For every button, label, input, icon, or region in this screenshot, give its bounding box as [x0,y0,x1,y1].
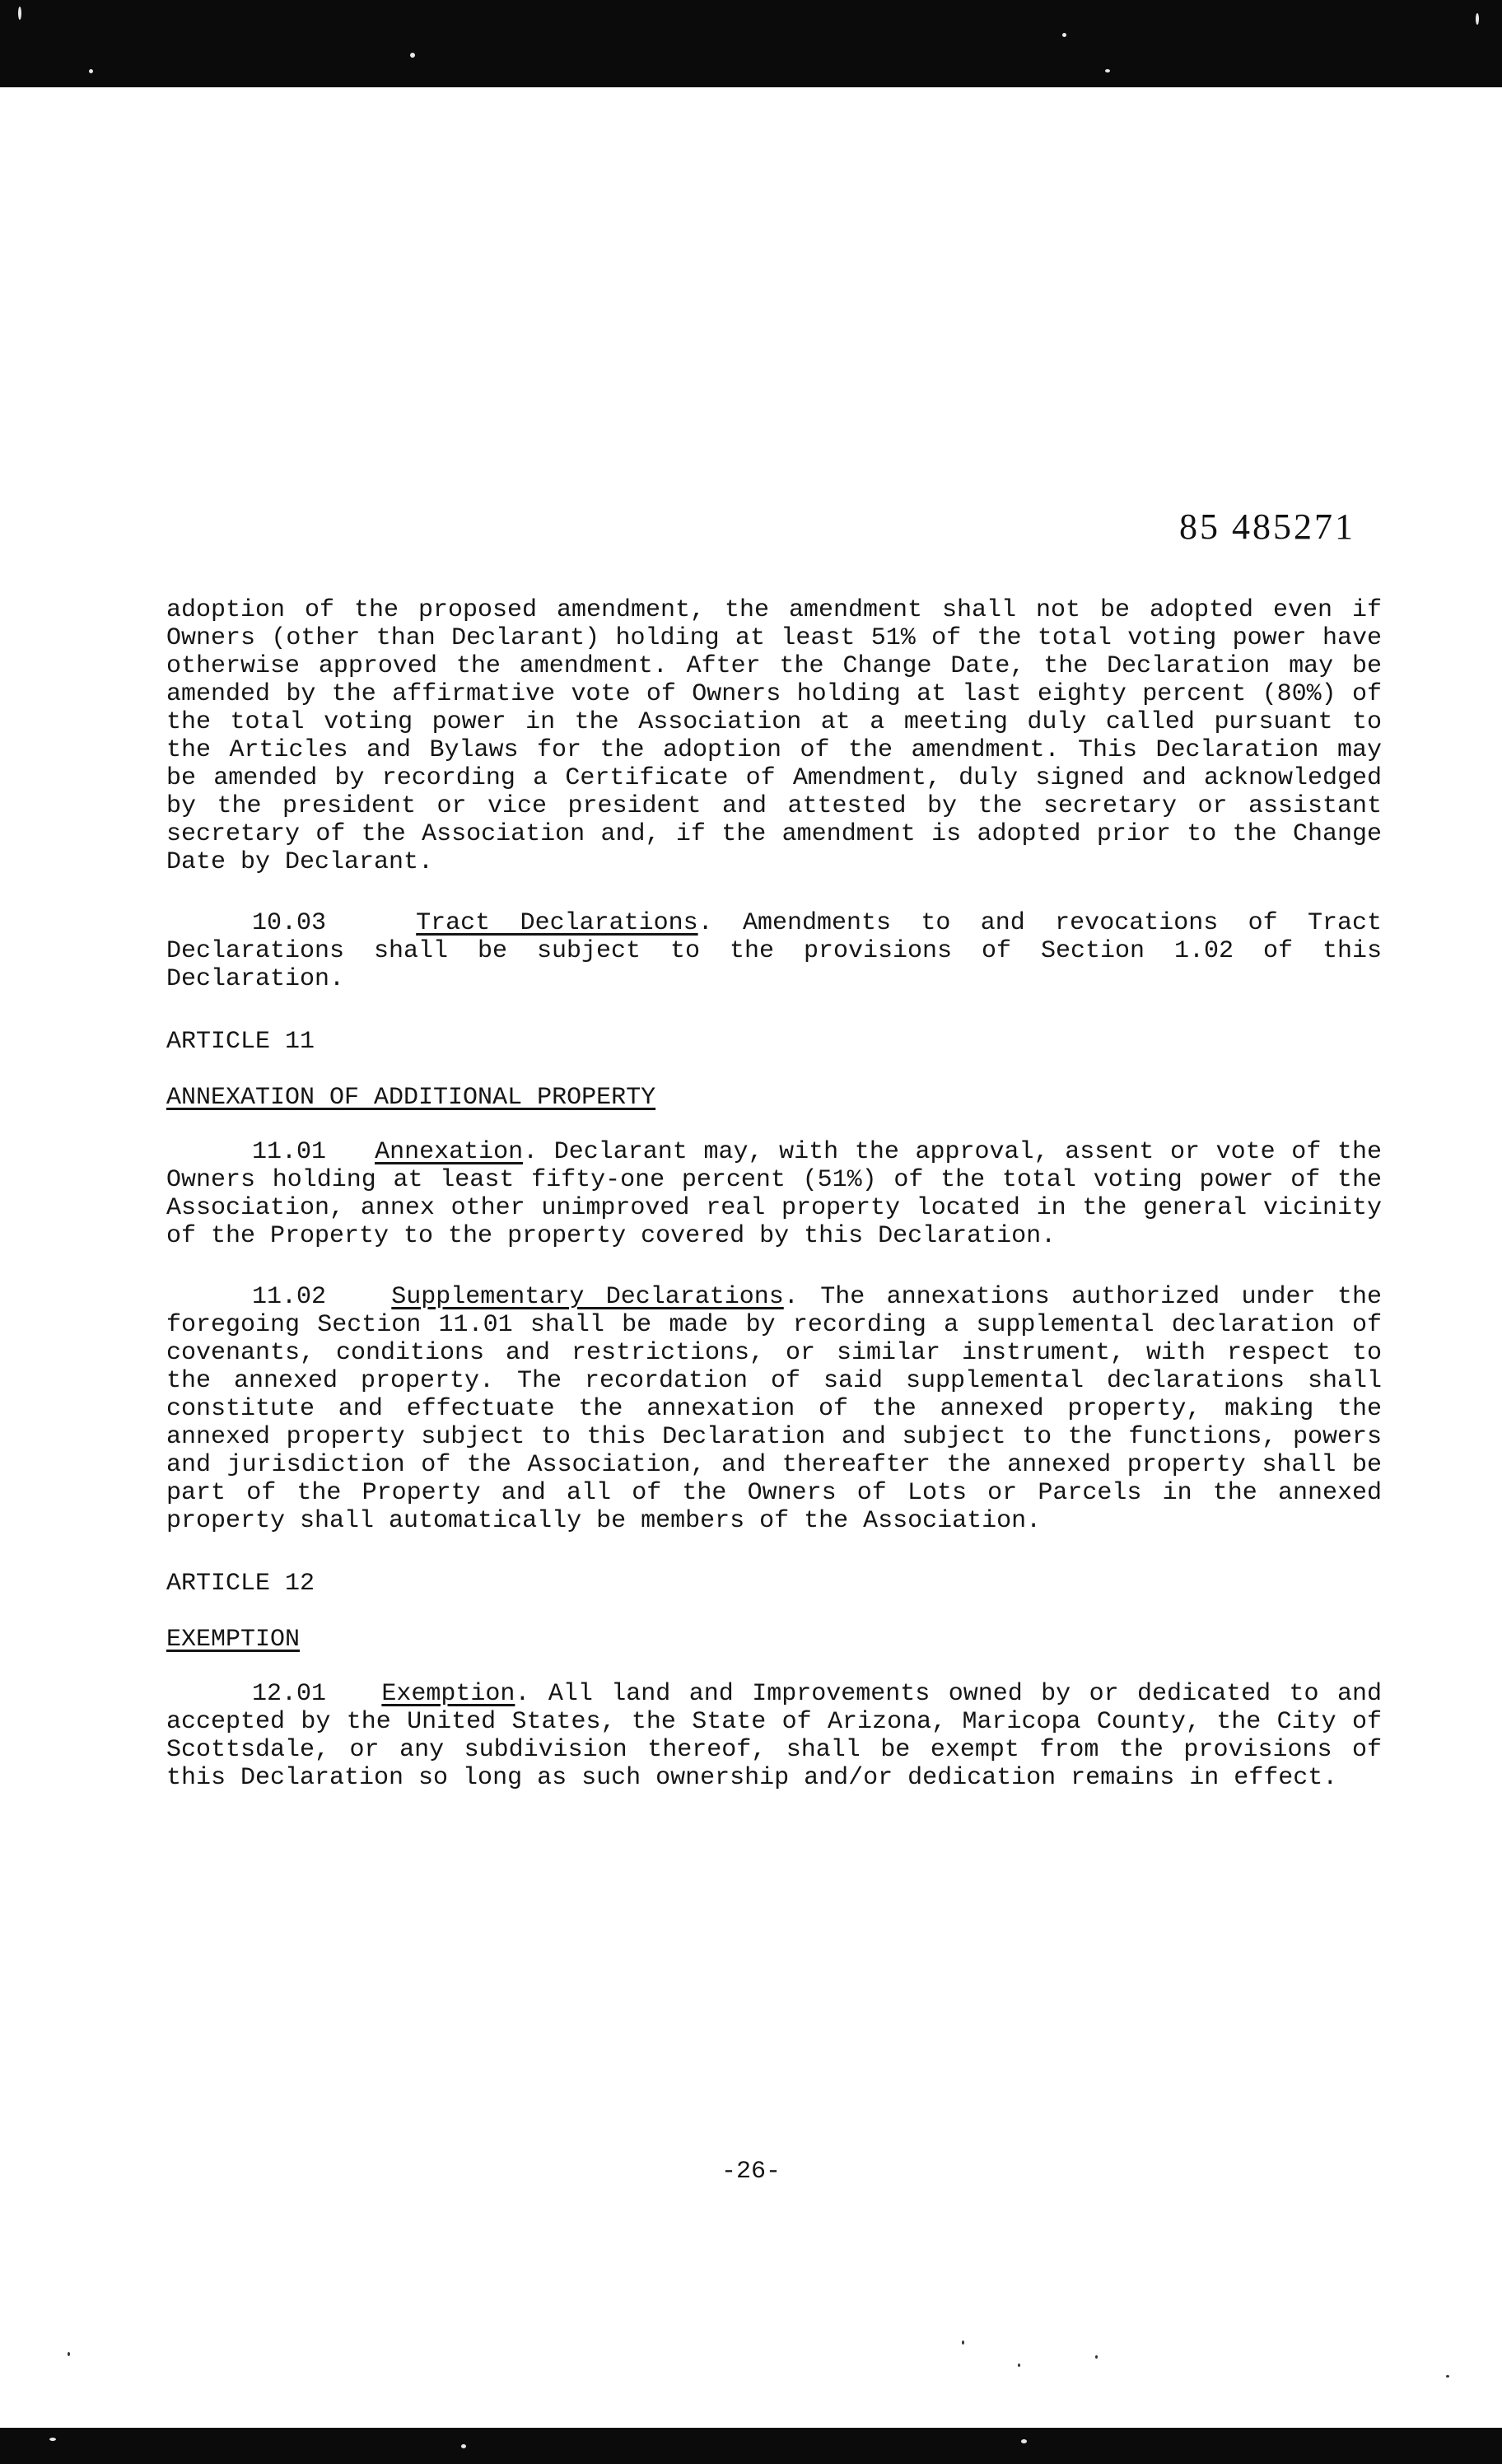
section-title: Exemption [381,1680,515,1708]
section-title: Annexation [375,1138,524,1166]
scan-speck [461,2444,466,2448]
scan-border-top [0,0,1502,87]
section-number: 12.01 [252,1680,327,1708]
section-12-01 [166,1680,1382,1792]
scan-border-bottom [0,2428,1502,2464]
article-12-title: EXEMPTION [166,1626,301,1654]
section-number: 11.02 [252,1283,327,1311]
section-body: . All land and Improvements owned by or dedicated to and accepted by the United States, the State of Arizona, Maricopa County, the City of Scottsdale, or any subdivision thereof, shall be exempt from the provisions of this Declaration so long as such ownership and/or dedication remains in effect. [166,1680,1382,1792]
section-body: . Amendments to and revocations of Tract Declarations shall be subject to the provisions of Section 1.02 of this Declaration. [166,909,1382,993]
scan-speck [962,2340,964,2345]
section-number: 10.03 [252,909,327,937]
scan-speck [68,2352,70,2356]
scan-speck [1018,2364,1020,2367]
scan-speck [1062,33,1066,37]
section-body: . Declarant may, with the approval, assent or vote of the Owners holding at least fifty-one percent (51%) of the total voting power of the Association, annex other unimproved real property located in the general vicinity of the Property to the property covered by this Declaration. [166,1138,1383,1250]
section-11-01 [166,1138,1382,1250]
scan-speck [1446,2375,1449,2378]
section-11-02 [166,1283,1382,1535]
article-11-heading: ARTICLE 11 [166,1028,315,1056]
scan-speck [1095,2355,1098,2359]
section-body: . The annexations authorized under the foregoing Section 11.01 shall be made by recording a supplemental declaration of covenants, conditions and restrictions, or similar instrument, with respect to the annexed property. The recordation of said supplemental declarations shall constitute and effectuate the annexation of the annexed property, making the annexed property subject to this Declaration and subject to the functions, powers and jurisdiction of the Association, and thereafter the annexed property shall be part of the Property and all of the Owners of Lots or Parcels in the annexed property shall automatically be members of the Association. [166,1283,1382,1535]
scan-speck [410,53,415,58]
paragraph-continuation: adoption of the proposed amendment, the amendment shall not be adopted even if Owners (other than Declarant) holding at least 51% of the total voting power have otherwise approved the amendment. After the Change Date, the Declaration may be amended by the affirmative vote of Owners holding at last eighty percent (80%) of the total voting power in the Association at a meeting duly called pursuant to the Articles and Bylaws for the adoption of the amendment. This Declaration may be amended by recording a Certificate of Amendment, duly signed and acknowledged by the president or vice president and attested by the secretary or assistant secretary of the Association and, if the amendment is adopted prior to the Change Date by Declarant. [166,596,1382,876]
section-title: Tract Declarations [416,909,698,937]
article-12-heading: ARTICLE 12 [166,1570,315,1598]
document-number: 85 485271 [1179,506,1355,547]
scan-speck [49,2438,56,2441]
page-number: -26- [721,2158,781,2186]
scan-speck [1105,69,1110,72]
scan-speck [89,69,93,73]
scan-speck [1476,13,1479,25]
scan-speck [18,7,21,20]
section-10-03 [166,909,1382,993]
article-11-title: ANNEXATION OF ADDITIONAL PROPERTY [166,1084,656,1112]
document-body [166,596,1382,1792]
scan-speck [1021,2439,1027,2443]
section-number: 11.01 [252,1138,327,1166]
section-title: Supplementary Declarations [391,1283,784,1311]
